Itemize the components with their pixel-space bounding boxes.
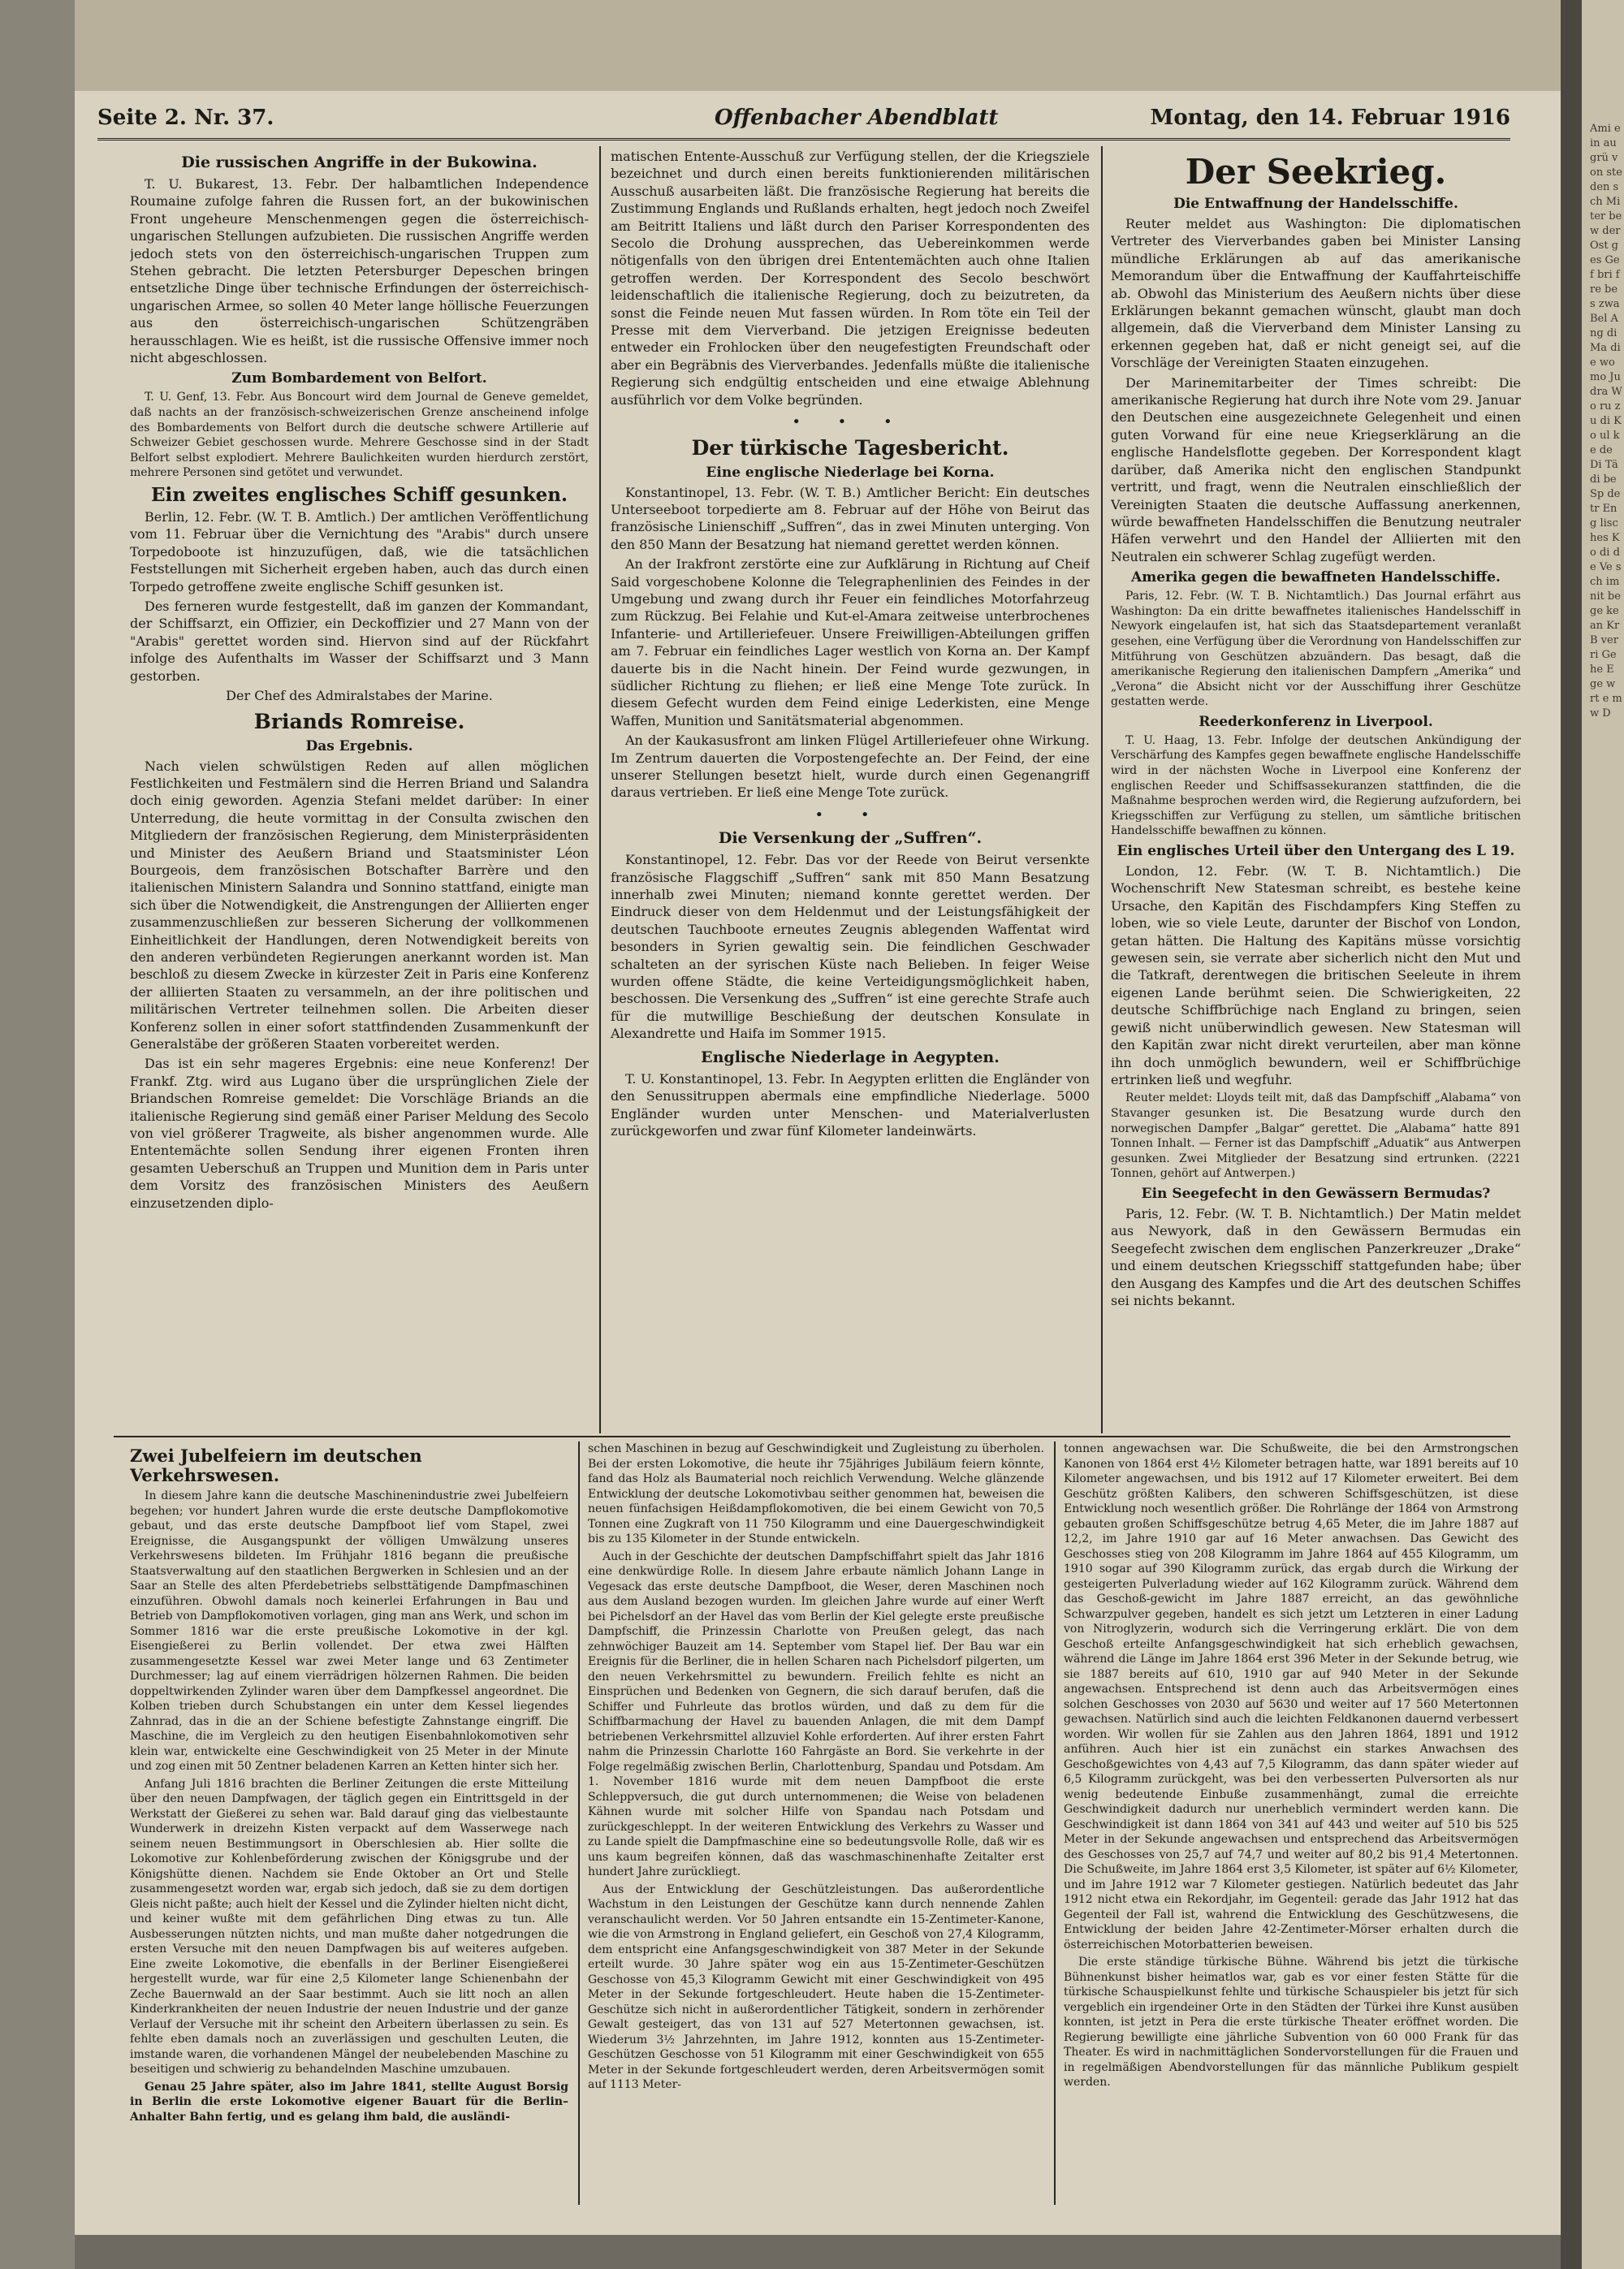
newspaper-title: Offenbacher Abendblatt bbox=[715, 106, 999, 130]
article-disarmament-1: Reuter meldet aus Washington: Die diplomatischen Vertreter des Vierverbandes gaben bei Minister Lansing mündliche Erklärungen ab auf das amerikanische Memorandum über die Entwaffnung der Kauffahrteischiffe ab. Obwohl das Ministerium des Aeußern nichts über diese Erklärungen bekannt gemachen wünscht, glaubt man doch allgemein, daß die Vierverband dem Minister Lansing zu erkennen gegeben hat, daß er nicht geneigt sei, auf die Vorschläge der Vereinigten Staaten einzugehen. bbox=[1111, 216, 1521, 371]
subheadline-liverpool: Reederkonferenz in Liverpool. bbox=[1199, 713, 1433, 730]
feuilleton-paragraph-3: Genau 25 Jahre später, also im Jahre 1841, stellte August Borsig in Berlin die erste Lokomotive eigener Bauart für die Berlin–Anhalter Bahn fertig, und es gelang ihm bald, die ausländi- bbox=[130, 2080, 568, 2124]
feuilleton-paragraph-7: tonnen angewachsen war. Die Schußweite, die bei den Armstrongschen Kanonen von 1864 erst 4½ Kilometer betragen hatte, war 1891 bereits auf 10 Kilometer angewachsen, und bis 1912 auf 17 Kilometer erweitert. Bei dem Geschütz größten Kalibers, den schweren Schiffsgeschützen, ist diese Entwicklung noch wesentlich größer. Die Rohrlänge der 1864 von Armstrong gebauten großen Schiffsgeschütze betrug 4,65 Meter, die im Jahre 1887 auf 12,2, im Jahre 1910 gar auf 16 Meter anwachsen. Das Gewicht des Geschosses stieg von 208 Kilogramm im Jahre 1864 auf 455 Kilogramm, um 1910 sogar auf 390 Kilogramm zurück, das ergab durch die Wirkung der gesteigerten Pulverladung wieder auf 162 Kilogramm zurück. Während dem das Geschoß-gewicht im Jahre 1887 erreicht, an das gewöhnliche Schwarzpulver gegeben, handelt es sich jetzt um Letzteren in einer Ladung von Nitroglyzerin, wodurch sich die Verringerung erklärt. Die von dem Geschoß erteilte Anfangsgeschwindigkeit hat sich erheblich gewachsen, während die Länge im Jahre 1864 erst 396 Meter in der Sekunde betrug, wie sie 1887 bereits auf 610, 1910 gar auf 940 Meter in der Sekunde angewachsen. Entsprechend ist denn auch das Arbeitsvermögen eines solchen Geschosses von 2030 auf 5630 und weiter auf 17 560 Metertonnen gewachsen. Natürlich sind auch die leichten Feldkanonen dauernd verbessert worden. Wir wollen für sie Zahlen aus den Jahren 1864, 1891 und 1912 anführen. Auch hier ist ein zunächst ein starkes Anwachsen des Geschoßgewichtes von 4,43 auf 7,5 Kilogramm, das dann später wieder auf 6,5 Kilogramm zurückgeht, was bei den verbesserten Pulversorten als nur wenig bedeutende Einbuße zusammenhängt, zumal die erreichte Geschwindigkeit dadurch nur unerheblich vermindert werden kann. Die Geschwindigkeit ist dann 1864 von 341 auf 443 und weiter auf 510 bis 525 Meter in der Sekunde angewachsen und entsprechend das Arbeitsvermögen des Geschosses von 25,7 auf 74,7 und weiter auf 80,2 bis 91,4 Metertonnen. Die Schußweite, im Jahre 1864 erst 3,5 Kilometer, ist später auf 6½ Kilometer, und im Jahre 1912 war 7 Kilometer gestiegen. Natürlich bedeutet das Jahr 1912 nicht etwa ein Rekordjahr, im Gegenteil: gerade das Jahr 1912 hat das Gegenteil der Fall ist, wahrend die Entwicklung des Geschützwesens, die Entwicklung der beiden Jahre 42-Zentimeter-Mörser erhalten durch die österreichischen Motorbatterien beweisen. bbox=[1064, 1442, 1518, 1951]
article-bukowina: T. U. Bukarest, 13. Febr. Der halbamtlichen Independence Roumaine zufolge fahren die Russen fort, an der bukowinischen Front ungeheure Menschenmengen gegen die österreichisch-ungarischen Stellungen aufzubieten. Die russischen Angriffe werden jedoch stets von den österreichisch-ungarischen Truppen zum Stehen gebracht. Die letzten Petersburger Depeschen bringen entsetzliche Dinge über technische Erfindungen der österreichisch-ungarischen Armee, so sollen 40 Meter lange höllische Feuerzungen aus den österreichisch-ungarischen Schützengräben herausschlagen. Wie es heißt, ist die russische Offensive immer noch nicht abgeschlossen. bbox=[130, 176, 589, 366]
feuilleton-title: Zwei Jubelfeiern im deutschen Verkehrswesen. bbox=[130, 1446, 422, 1485]
subheadline-korna: Eine englische Niederlage bei Korna. bbox=[706, 464, 995, 481]
subheadline-america: Amerika gegen die bewaffneten Handelsschiffe. bbox=[1131, 569, 1501, 586]
article-belfort: T. U. Genf, 13. Febr. Aus Boncourt wird dem Journal de Geneve gemeldet, daß nachts an der französisch-schweizerischen Grenze anscheinend infolge des Bombardements von Belfort durch die deutsche schwere Artillerie auf Schweizer Gebiet geschossen wurde. Mehrere Geschosse sind in der Stadt Belfort selbst explodiert. Mehrere Baulichkeiten wurden hierdurch zerstört, mehrere Personen sind getötet und verwundet. bbox=[130, 391, 589, 480]
issue-date: Montag, den 14. Februar 1916 bbox=[1150, 106, 1510, 130]
article-liverpool: T. U. Haag, 13. Febr. Infolge der deutschen Ankündigung der Verschärfung des Kampfes gegen bewaffnete englische Handelsschiffe wird in der nächsten Woche in Liverpool eine Konferenz der englischen Reeder und Schiffsassekuranzen stattfinden, die die Maßnahme besprochen werden wird, die Regierung aufzufordern, bei Kriegsschiffen zur Verfügung zu stellen, um sämtliche britischen Handelsschiffe bewaffnen zu können. bbox=[1111, 733, 1521, 838]
section-separator: • • bbox=[814, 806, 886, 823]
article-turkish-2: An der Irakfront zerstörte eine zur Aufklärung in Richtung auf Cheif Said vorgeschobene Kolonne die Telegraphenlinien des Feindes in der Umgebung und zwang durch ihr Feuer ein feindliches Motorfahrzeug zum Rückzug. Bei Felahie und Kut-el-Amara zeitweise unterbrochenes Infanterie- und Artilleriefeuer. Unsere Freiwilligen-Abteilungen griffen am 7. Februar ein feindliches Lager westlich von Korna an. Der Kampf dauerte bis in die Nacht hinein. Der Feind wurde gezwungen, in südlicher Richtung zu fliehen; er ließ eine Menge Tote zurück. In diesem Gefecht wurden dem Feind einige Lederkisten, eine Menge Waffen, Munition und Sanitätsmaterial abgenommen. bbox=[611, 556, 1090, 728]
headline-belfort: Zum Bombardement von Belfort. bbox=[231, 370, 487, 387]
feuilleton-paragraph-8: Die erste ständige türkische Bühne. Während bis jetzt die türkische Bühnenkunst bisher heimatlos war, gab es vor einer festen Stätte für die türkische Schauspielkunst fehlte und türkische Schauspieler bis jetzt für sich vergeblich ein irgendeiner Orte in den Städten der Türkei ihre Kunst ausüben konnten, ist jetzt in Pera die erste türkische Theater eröffnet worden. Die Regierung bewilligte eine jährliche Subvention von 60 000 Frank für das Theater. Es wird in nachmittäglichen Sondervorstellungen für die Frauen und in regelmäßigen Abendvorstellungen für das männliche Publikum gespielt werden. bbox=[1064, 1956, 1518, 2089]
adjacent-page-text: Ami ein au grü von ste den sch Mi ter bew der Ost ges Gef bri fre bes zwa Bel Ang di Ma die wo mo Ju dra Wo ru zu di Ko ul ke de Di Tä di be Sp de tr Eng lisches Ko di de Ve sch im nit be ge ke an Kr B ver ri Ge he E ge w rt e m w D bbox=[1590, 123, 1622, 720]
column-rule bbox=[1101, 146, 1103, 1433]
subheadline-l19: Ein englisches Urteil über den Untergang des L 19. bbox=[1116, 843, 1515, 860]
signature-admiralty: Der Chef des Admiralstabes der Marine. bbox=[226, 688, 493, 704]
column-rule bbox=[578, 1441, 580, 2205]
article-continued: matischen Entente-Ausschuß zur Verfügung stellen, der die Kriegsziele bezeichnet und durch einen bereits funktionierenden militärischen Ausschuß ausarbeiten läßt. Die französische Regierung hat bereits die Zustimmung Englands und Rußlands erhalten, hegt jedoch noch Zweifel am Beitritt Italiens und läßt durch den Pariser Korrespondenten des Secolo die Drohung aussprechen, das Uebereinkommen werde nötigenfalls von den übrigen drei Ententemächten auch ohne Italien getroffen werden. Der Korrespondent des Secolo beschwört leidenschaftlich die italienische Regierung, doch zu beizutreten, da sonst die Feinde neuen Mut fassen würden. In Rom töte ein Teil der Presse mit dem Vierverband. Die jetzigen Ereignisse bedeuten entweder ein Frohlocken über den neugefestigten Freundschaft oder aber ein Begräbnis des Vierverbandes. Jedenfalls müßte die italienische Regierung sich endgültig entscheiden und eine etwaige Ablehnung ausführlich vor dem Volke begründen. bbox=[611, 149, 1090, 408]
subheadline-disarmament: Die Entwaffnung der Handelsschiffe. bbox=[1173, 196, 1458, 212]
binding-edge bbox=[1561, 0, 1582, 2269]
article-second-ship-2: Des ferneren wurde festgestellt, daß im ganzen der Kommandant, der Schiffsarzt, ein Offizier, ein Deckoffizier und 27 Mann von der "Arabis" gerettet worden sind. Hiervon sind auf der Rückfahrt infolge des Aufenthalts im Wasser der Schiffsarzt und 3 Mann gestorben. bbox=[130, 599, 589, 684]
article-romreise-2: Das ist ein sehr mageres Ergebnis: eine neue Konferenz! Der Frankf. Ztg. wird aus Lugano über die ursprünglichen Ziele der Briandschen Romreise gemeldet: Die Vorschläge Briands an die italienische Regierung sind gemäß einer Pariser Meldung des Secolo von viel größerer Tragweite, als bisher angenommen wurde. Alle Ententemächte sollen Sendung ihrer eigenen Fronten ihren gesamten Ueberschuß an Truppen und Munition dem in Paris unter dem Vorsitz des französischen Ministers des Aeußern einzusetzenden diplo- bbox=[130, 1056, 589, 1211]
feuilleton-paragraph-2: Anfang Juli 1816 brachten die Berliner Zeitungen die erste Mitteilung über den neuen Dampfwagen, der täglich gegen ein Eintrittsgeld in der Werkstatt der Gießerei zu sehen war. Bald darauf ging das vielbestaunte Wunderwerk in dreizehn Kisten verpackt auf dem Wasserwege nach seinem neuen Bestimmungsort in Oberschlesien ab. Hier sollte die Lokomotive zur Kohlenbeförderung zwischen der Königsgrube und der Königshütte dienen. Nachdem sie Ende Oktober an Ort und Stelle zusammengesetzt worden war, ergab sich jedoch, daß sie zu dem dortigen Gleis nicht paßte; auch hielt der Kessel und die Zylinder hielten nicht dicht, und keiner wußte mit dem gefährlichen Ding etwas zu tun. Alle Ausbesserungen nützten nichts, und man mußte daher notgedrungen die ersten Versuche mit den neuen Dampfwagen bis auf weiteres aufgeben. Eine zweite Lokomotive, die ebenfalls in der Berliner Eisengießerei hergestellt wurde, war für eine 2,5 Kilometer lange Schienenbahn der Zeche Bauernwald an der Saar bestimmt. Auch sie litt noch an allen Kinderkrankheiten der neuen Industrie der neuen Industrie und der ganze Verlauf der Versuche mit ihr scheint den Arbeitern überlassen zu sein. Es fehlte eben damals noch an zuverlässigen und geschulten Leuten, die imstande waren, die vorhandenen Mängel der neubelebenden Maschine zu beseitigen und schwierig zu behandelnden Maschine umzubauen. bbox=[130, 1777, 568, 2076]
article-l19: London, 12. Febr. (W. T. B. Nichtamtlich.) Die Wochenschrift New Statesman schreibt, es bestehe keine Ursache, den Kapitän des Fischdampfers King Steffen zu loben, wie so viele Leute, darunter der Bischof von London, getan hätten. Die Haltung des Kapitäns müsse vorsichtig gewesen sein, sie verrate aber sicherlich nicht den Mut und die Tatkraft, derentwegen die britischen Seeleute in ihrem eigenen Lande berühmt seien. Die Schwierigkeiten, 22 deutsche Schiffbrüchige nach England zu bringen, seien gewiß nicht unüberwindlich gewesen. New Statesman will den Kapitän zwar nicht direkt verurteilen, aber man könne ihn doch unmöglich bewundern, weil er Schiffbrüchige ertrinken ließ und wegfuhr. bbox=[1111, 863, 1521, 1087]
article-romreise-1: Nach vielen schwülstigen Reden auf allen möglichen Festlichkeiten und Festmälern sind die Herren Briand und Salandra doch einig geworden. Agenzia Stefani meldet darüber: In einer Unterredung, die heute vormittag in der Consulta zwischen den Mitgliedern der französischen Regierung, dem Ministerpräsidenten und Minister des Aeußern Briand und Staatsminister Léon Bourgeois, dem französischen Botschafter Barrère und den italienischen Ministern Salandra und Sonnino stattfand, einigte man sich über die Notwendigkeit, die Anstrengungen der Alliierten enger zusammenzuschließen zur besseren Sicherung der vollkommenen Einheitlichkeit der Handlungen, deren Notwendigkeit bereits von den anderen verbündeten Regierungen anerkannt worden ist. Man beschloß zu diesem Zwecke in kürzester Zeit in Paris eine Konferenz der alliierten Staaten zu versammeln, an der ihre politischen und militärischen Vertreter teilnehmen sollen. Die Arbeiten dieser Konferenz sollen in einer sofort stattfindenden Zusammenkunft der Generalstäbe der größeren Staaten vorbereitet werden. bbox=[130, 758, 589, 1052]
article-turkish-3: An der Kaukasusfront am linken Flügel Artilleriefeuer ohne Wirkung. Im Zentrum dauerten die Vorpostengefechte an. Der Feind, der eine unserer Stellungen besetzt hielt, wurde durch einen Gegenangriff daraus vertrieben. Er ließ eine Menge Tote zurück. bbox=[611, 733, 1090, 801]
section-separator: • • • bbox=[792, 413, 909, 431]
column-rule bbox=[599, 146, 601, 1433]
article-egypt: T. U. Konstantinopel, 13. Febr. In Aegypten erlitten die Engländer von den Senussitruppen abermals eine empfindliche Niederlage. 5000 Engländer wurden unter Menschen- und Materialverlusten zurückgeworfen und zwar fünf Kilometer landeinwärts. bbox=[611, 1070, 1090, 1139]
headline-bukowina: Die russischen Angriffe in der Bukowina. bbox=[181, 153, 538, 171]
headline-seekrieg: Der Seekrieg. bbox=[1185, 152, 1447, 192]
article-reuter: Reuter meldet: Lloyds teilt mit, daß das Dampfschiff „Alabama“ von Stavanger gesunken ist. Die Besatzung wurde durch den norwegischen Dampfer „Balgar“ gerettet. Die „Alabama“ hatte 891 Tonnen Inhalt. — Ferner ist das Dampfschiff „Aduatik“ aus Antwerpen gesunken. Zwei Mitglieder der Besatzung sind ertrunken. (2221 Tonnen, gehört auf Antwerpen.) bbox=[1111, 1091, 1521, 1181]
column-rule bbox=[1054, 1441, 1056, 2205]
headline-turkish-report: Der türkische Tagesbericht. bbox=[691, 435, 1009, 460]
headline-suffren: Die Versenkung der „Suffren“. bbox=[718, 829, 983, 848]
article-bermudas: Paris, 12. Febr. (W. T. B. Nichtamtlich.) Der Matin meldet aus Newyork, daß in den Gewässern Bermudas ein Seegefecht zwischen dem englischen Panzerkreuzer „Drake“ und einem deutschen Kriegsschiff stattgefunden habe; über den Ausgang des Kampfes und die Art des deutschen Schiffes sei nichts bekannt. bbox=[1111, 1205, 1521, 1308]
article-suffren: Konstantinopel, 12. Febr. Das vor der Reede von Beirut versenkte französische Flaggschiff „Suffren“ sank mit 850 Mann Besatzung innerhalb zwei Minuten; niemand konnte gerettet werden. Der Eindruck dieser von dem Heldenmut und der Leistungsfähigkeit der deutschen Tauchboote erneutes Zeugnis ablegenden Waffentat wird besonders in Syrien gewaltig sein. Die feindlichen Geschwader schalteten an der syrischen Küste nach Belieben. In feiger Weise wurden offene Städte, die keine Verteidigungsmöglichkeit haben, beschossen. Die Versenkung des „Suffren“ ist eine gerechte Strafe auch für die mutwillige Beschießung der deutschen Konsulate in Alexandrette und Haifa im Sommer 1915. bbox=[611, 852, 1090, 1042]
page-header bbox=[97, 106, 1510, 140]
page-number: Seite 2. Nr. 37. bbox=[97, 106, 274, 130]
feuilleton-rule bbox=[114, 1436, 1510, 1437]
headline-second-ship: Ein zweites englisches Schiff gesunken. bbox=[151, 484, 568, 507]
headline-egypt: Englische Niederlage in Aegypten. bbox=[701, 1048, 1000, 1066]
article-turkish-1: Konstantinopel, 13. Febr. (W. T. B.) Amtlicher Bericht: Ein deutsches Unterseeboot torpedierte am 8. Februar auf der Höhe von Beirut das französische Linienschiff „Suffren“, das in zwei Minuten unterging. Von den 850 Mann der Besatzung hat niemand gerettet werden können. bbox=[611, 484, 1090, 552]
scan-top-band bbox=[75, 0, 1561, 91]
article-column-3 bbox=[1111, 148, 1521, 1431]
article-second-ship-1: Berlin, 12. Febr. (W. T. B. Amtlich.) Der amtlichen Veröffentlichung vom 11. Februar über die Vernichtung des "Arabis" durch unsere Torpedoboote ist hinzuzufügen, daß, wie die tatsächlichen Feststellungen mit Sicherheit ergeben haben, auch das durch einen Torpedo getroffene zweite englische Schiff gesunken ist. bbox=[130, 509, 589, 594]
feuilleton-column-3 bbox=[1064, 1441, 1518, 2201]
subheadline-ergebnis: Das Ergebnis. bbox=[305, 737, 413, 754]
feuilleton-paragraph-5: Auch in der Geschichte der deutschen Dampfschiffahrt spielt das Jahr 1816 eine denkwürdige Rolle. In diesem Jahre erbaute nämlich Johann Lange in Vegesack das erste deutsche Dampfboot, die Weser, deren Maschinen noch aus dem Ausland bezogen wurden. Im gleichen Jahre wurde auf einer Werft bei Pichelsdorf an der Havel das vom Berlin der Kiel gelegte erste preußische Dampfschiff, die Prinzessin Charlotte von Preußen gelegt, das nach zehnwöchiger Bauzeit am 14. September vom Stapel lief. Der Bau war ein Ereignis für die Berliner, die in hellen Scharen nach Pichelsdorf pilgerten, um den neuen Verkehrsmittel zu bewundern. Freilich fehlte es nicht an Einsprüchen und Bedenken von Gegnern, die sich darauf berufen, daß die Schiffer und Fuhrleute das brotlos würden, und daß zu dem für die Schiffbarmachung der Havel zu bauenden Anlagen, die mit dem Dampf betriebenen Verkehrsmittel allzuviel Kohle erforderten. Auf ihrer ersten Fahrt nahm die Prinzessin Charlotte 160 Fahrgäste an Bord. Sie verkehrte in der Folge regelmäßig zwischen Berlin, Charlottenburg, Spandau und Potsdam. Am 1. November 1816 wurde mit dem neuen Dampfboot die erste Schleppversuch, die gut durch unternommenen; die Weise von beladenen Kähnen wurde mit solcher Hilfe von Spandau nach Potsdam und zurückgeschleppt. In der weiteren Entwicklung des Verkehrs zu Wasser und zu Lande spielt die Dampfmaschine eine so bedeutungsvolle Rolle, daß wir es uns kaum begreifen können, daß das waschmaschinenhafte Zeitalter erst hundert Jahre zurückliegt. bbox=[588, 1549, 1044, 1878]
subheadline-bermudas: Ein Seegefecht in den Gewässern Bermudas? bbox=[1141, 1185, 1491, 1202]
feuilleton-paragraph-4: schen Maschinen in bezug auf Geschwindigkeit und Zugleistung zu überholen. Bei der ersten Lokomotive, die heute ihr 75jähriges Jubiläum feiern könnte, fand das Holz als Baumaterial noch reichlich Verwendung. Welche glänzende Entwicklung der deutsche Lokomotivbau seither genommen hat, beweisen die neuen fünfachsigen Heißdampflokomotiven, die bei einem Gewicht von 70,5 Tonnen eine Zugkraft von 11 750 Kilogramm und eine Dauergeschwindigkeit bis zu 135 Kilometer in der Stunde entwickeln. bbox=[588, 1442, 1044, 1545]
feuilleton-column-2 bbox=[588, 1441, 1044, 2201]
article-column-1 bbox=[130, 148, 589, 1431]
adjacent-page-strip bbox=[1561, 0, 1624, 2269]
headline-romreise: Briands Romreise. bbox=[253, 709, 465, 733]
feuilleton-column-1 bbox=[130, 1441, 568, 2201]
scan-left-gutter bbox=[0, 0, 75, 2269]
article-america: Paris, 12. Febr. (W. T. B. Nichtamtlich.) Das Journal erfährt aus Washington: Da ein dritte bewaffnetes italienisches Handelsschiff in Newyork eingelaufen ist, hat sich das Staatsdepartement veranlaßt gesehen, eine Verfügung über die Verordnung von Handelsschiffen zur Mitführung von Geschützen abzuändern. Das besagt, daß die amerikanische Regierung den italienischen Dampfern „Amerika“ und „Verona“ die Absicht nicht vor der Ausschiffung ihrer Geschütze gestatten werde. bbox=[1111, 590, 1521, 709]
feuilleton-paragraph-6: Aus der Entwicklung der Geschützleistungen. Das außerordentliche Wachstum in den Leistungen der Geschütze kann durch nennende Zahlen veranschaulicht werden. Vor 50 Jahren entsandte ein 15-Zentimeter-Kanone, wie die von Armstrong in England geliefert, ein Geschoß von 27,4 Kilogramm, dem entspricht eine Anfangsgeschwindigkeit von 387 Meter in der Sekunde erteilt wurde. 30 Jahre später wog ein aus 15-Zentimeter-Geschützen Geschosse von 45,3 Kilogramm Gewicht mit einer Geschwindigkeit von 495 Meter in der Sekunde fortgeschleudert. Heute haben die 15-Zentimeter-Geschütze sich nicht in außerordentlicher Tätigkeit, sondern in zerhörender Gewalt gesteigert, das von 131 auf 527 Metertonnen gewachsen, ist. Wiederum 3½ Jahrzehnten, im Jahre 1912, konnten aus 15-Zentimeter-Geschützen Geschosse von 51 Kilogramm mit einer Geschwindigkeit von 655 Meter in der Sekunde fortgeschleudert werden, deren Arbeitsvermögen somit auf 1113 Meter- bbox=[588, 1882, 1044, 2091]
article-column-2 bbox=[611, 148, 1090, 1431]
article-disarmament-2: Der Marinemitarbeiter der Times schreibt: Die amerikanische Regierung hat durch ihre Note vom 29. Januar den Deutschen eine ausgezeichnete Gelegenheit und einen guten Vorwand für eine neue Kriegserklärung an die englische Handelsflotte gegeben. Der Korrespondent klagt darüber, daß Amerika nicht den englischen Standpunkt vertritt, und fragt, wenn die Neutralen einschließlich der Vereinigten Staaten die deutsche Auffassung anerkennen, würde bewaffneten Handelsschiffen die Benutzung neutraler Häfen verwehrt und den Handel der Alliierten mit den Neutralen ein schwerer Schlag zugefügt werden. bbox=[1111, 374, 1521, 564]
feuilleton-paragraph-1: In diesem Jahre kann die deutsche Maschinenindustrie zwei Jubelfeiern begehen; vor hundert Jahren wurde die erste deutsche Dampflokomotive gebaut, und das erste deutsche Dampfboot lief vom Stapel, zwei Ereignisse, die Ausgangspunkt der völligen Umwälzung unseres Verkehrswesens bildeten. Im Frühjahr 1816 begann die preußische Staatsverwaltung auf den staatlichen Bergwerken in Schlesien und an der Saar an Stelle des alten Pferdebetriebs selbsttätigende Dampfmaschinen einzuführen. Obwohl damals noch keinerlei Erfahrungen in Bau und Betrieb von Dampflokomotiven vorlagen, ging man ans Werk, und schon im Sommer 1816 war die erste preußische Lokomotive in der kgl. Eisengießerei zu Berlin vollendet. Der etwa zwei Hälften zusammengesetzte Kessel war zwei Meter lange und 63 Zentimeter Durchmesser; lag auf einem vierrädrigen hölzernen Rahmen. Die beiden doppeltwirkenden Zylinder waren über dem Dampfkessel angeordnet. Die Kolben trieben durch Schubstangen ein unter dem Kessel liegendes Zahnrad, das in die an der Schiene befestigte Zahnstange eingriff. Die Maschine, die im Vergleich zu den heutigen Eisenbahnlokomotiven sehr klein war, entwickelte eine Geschwindigkeit von 25 Meter in der Minute und zog einen mit 50 Zentner beladenen Karren an Ketten hinter sich her. bbox=[130, 1489, 568, 1773]
